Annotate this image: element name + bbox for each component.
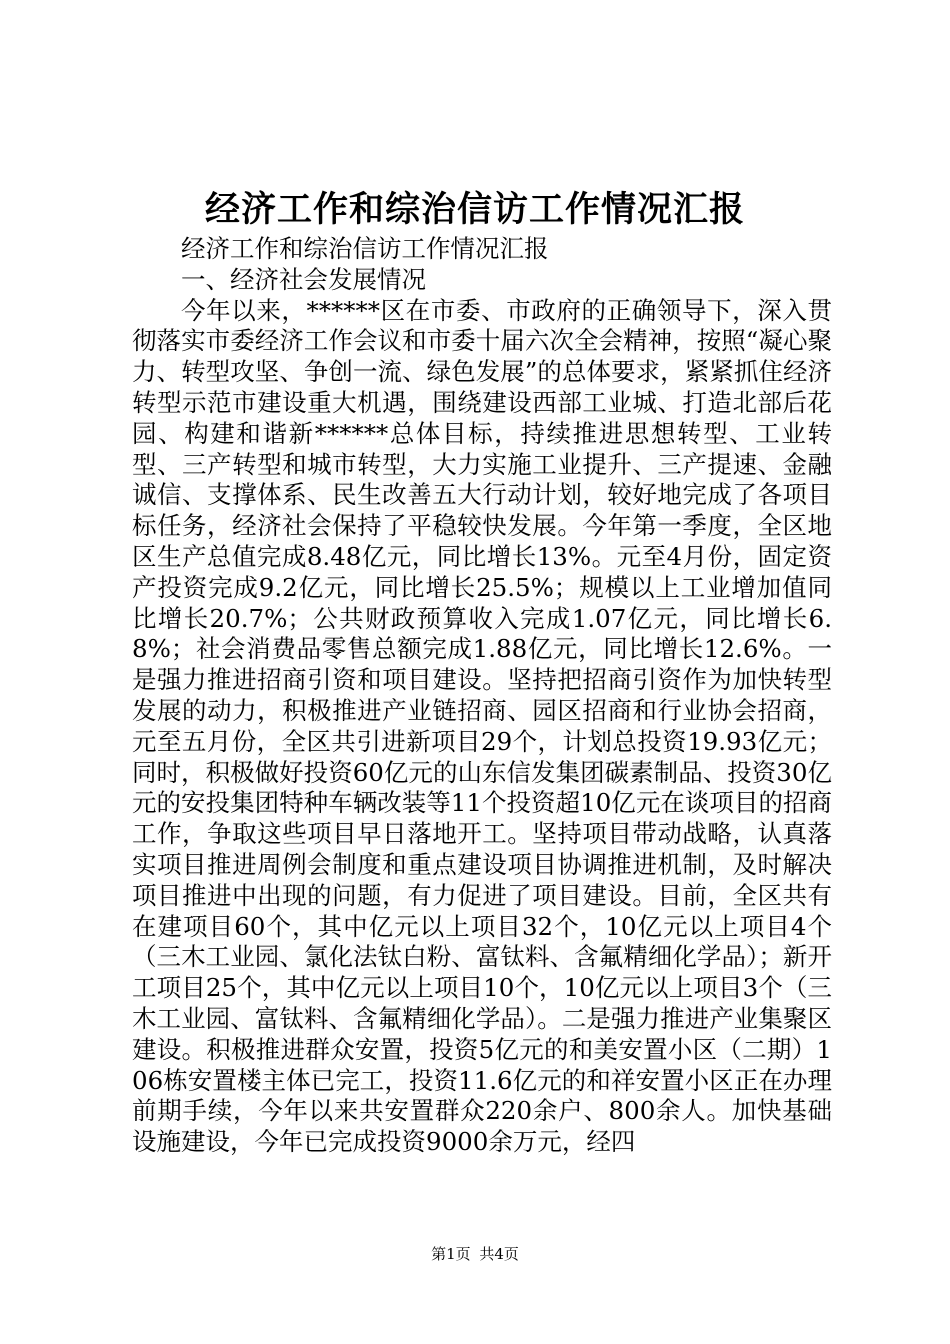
page-footer <box>0 1244 950 1264</box>
page-total: 共4页 <box>479 1245 519 1263</box>
section-heading: 一、经济社会发展情况 <box>181 264 426 294</box>
document-title: 经济工作和综治信访工作情况汇报 <box>204 189 745 230</box>
subtitle-paragraph: 经济工作和综治信访工作情况汇报 <box>181 234 549 263</box>
document-body <box>132 234 832 1158</box>
body-paragraph: 今年以来，******区在市委、市政府的正确领导下，深入贯彻落实市委经济工作会议和市委十届六次全会精神，按照“凝心聚力、转型攻坚、争创一流、绿色发展”的总体要求，紧紧抓住经济转型示范市建设重大机遇，围绕建设西部工业城、打造北部后花园、构建和谐新******总体目标，持续推进思想转型、工业转型、三产转型和城市转型，大力实施工业提升、三产提速、金融诚信、支撑体系、民生改善五大行动计划，较好地完成了各项目标任务，经济社会保持了平稳较快发展。今年第一季度，全区地区生产总值完成8.48亿元，同比增长13%。元至4月份，固定资产投资完成9.2亿元，同比增长25.5%；规模以上工业增加值同比增长20.7%；公共财政预算收入完成1.07亿元，同比增长6.8%；社会消费品零售总额完成1.88亿元，同比增长12.6%。一是强力推进招商引资和项目建设。坚持把招商引资作为加快转型发展的动力，积极推进产业链招商、园区招商和行业协会招商，元至五月份，全区共引进新项目29个，计划总投资19.93亿元；同时，积极做好投资60亿元的山东信发集团碳素制品、投资30亿元的安投集团特种车辆改装等11个投资超10亿元在谈项目的招商工作，争取这些项目早日落地开工。坚持项目带动战略，认真落实项目推进周例会制度和重点建设项目协调推进机制，及时解决项目推进中出现的问题，有力促进了项目建设。目前，全区共有在建项目60个，其中亿元以上项目32个，10亿元以上项目4个（三木工业园、氯化法钛白粉、富钛料、含氟精细化学品）；新开工项目25个，其中亿元以上项目10个，10亿元以上项目3个（三木工业园、富钛料、含氟精细化学品）。二是强力推进产业集聚区建设。积极推进群众安置，投资5亿元的和美安置小区（二期）106栋安置楼主体已完工，投资11.6亿元的和祥安置小区正在办理前期手续，今年以来共安置群众220余户、800余人。加快基础设施建设，今年已完成投资9000余万元，经四 <box>132 295 832 1157</box>
page-number: 第1页 <box>431 1245 471 1263</box>
